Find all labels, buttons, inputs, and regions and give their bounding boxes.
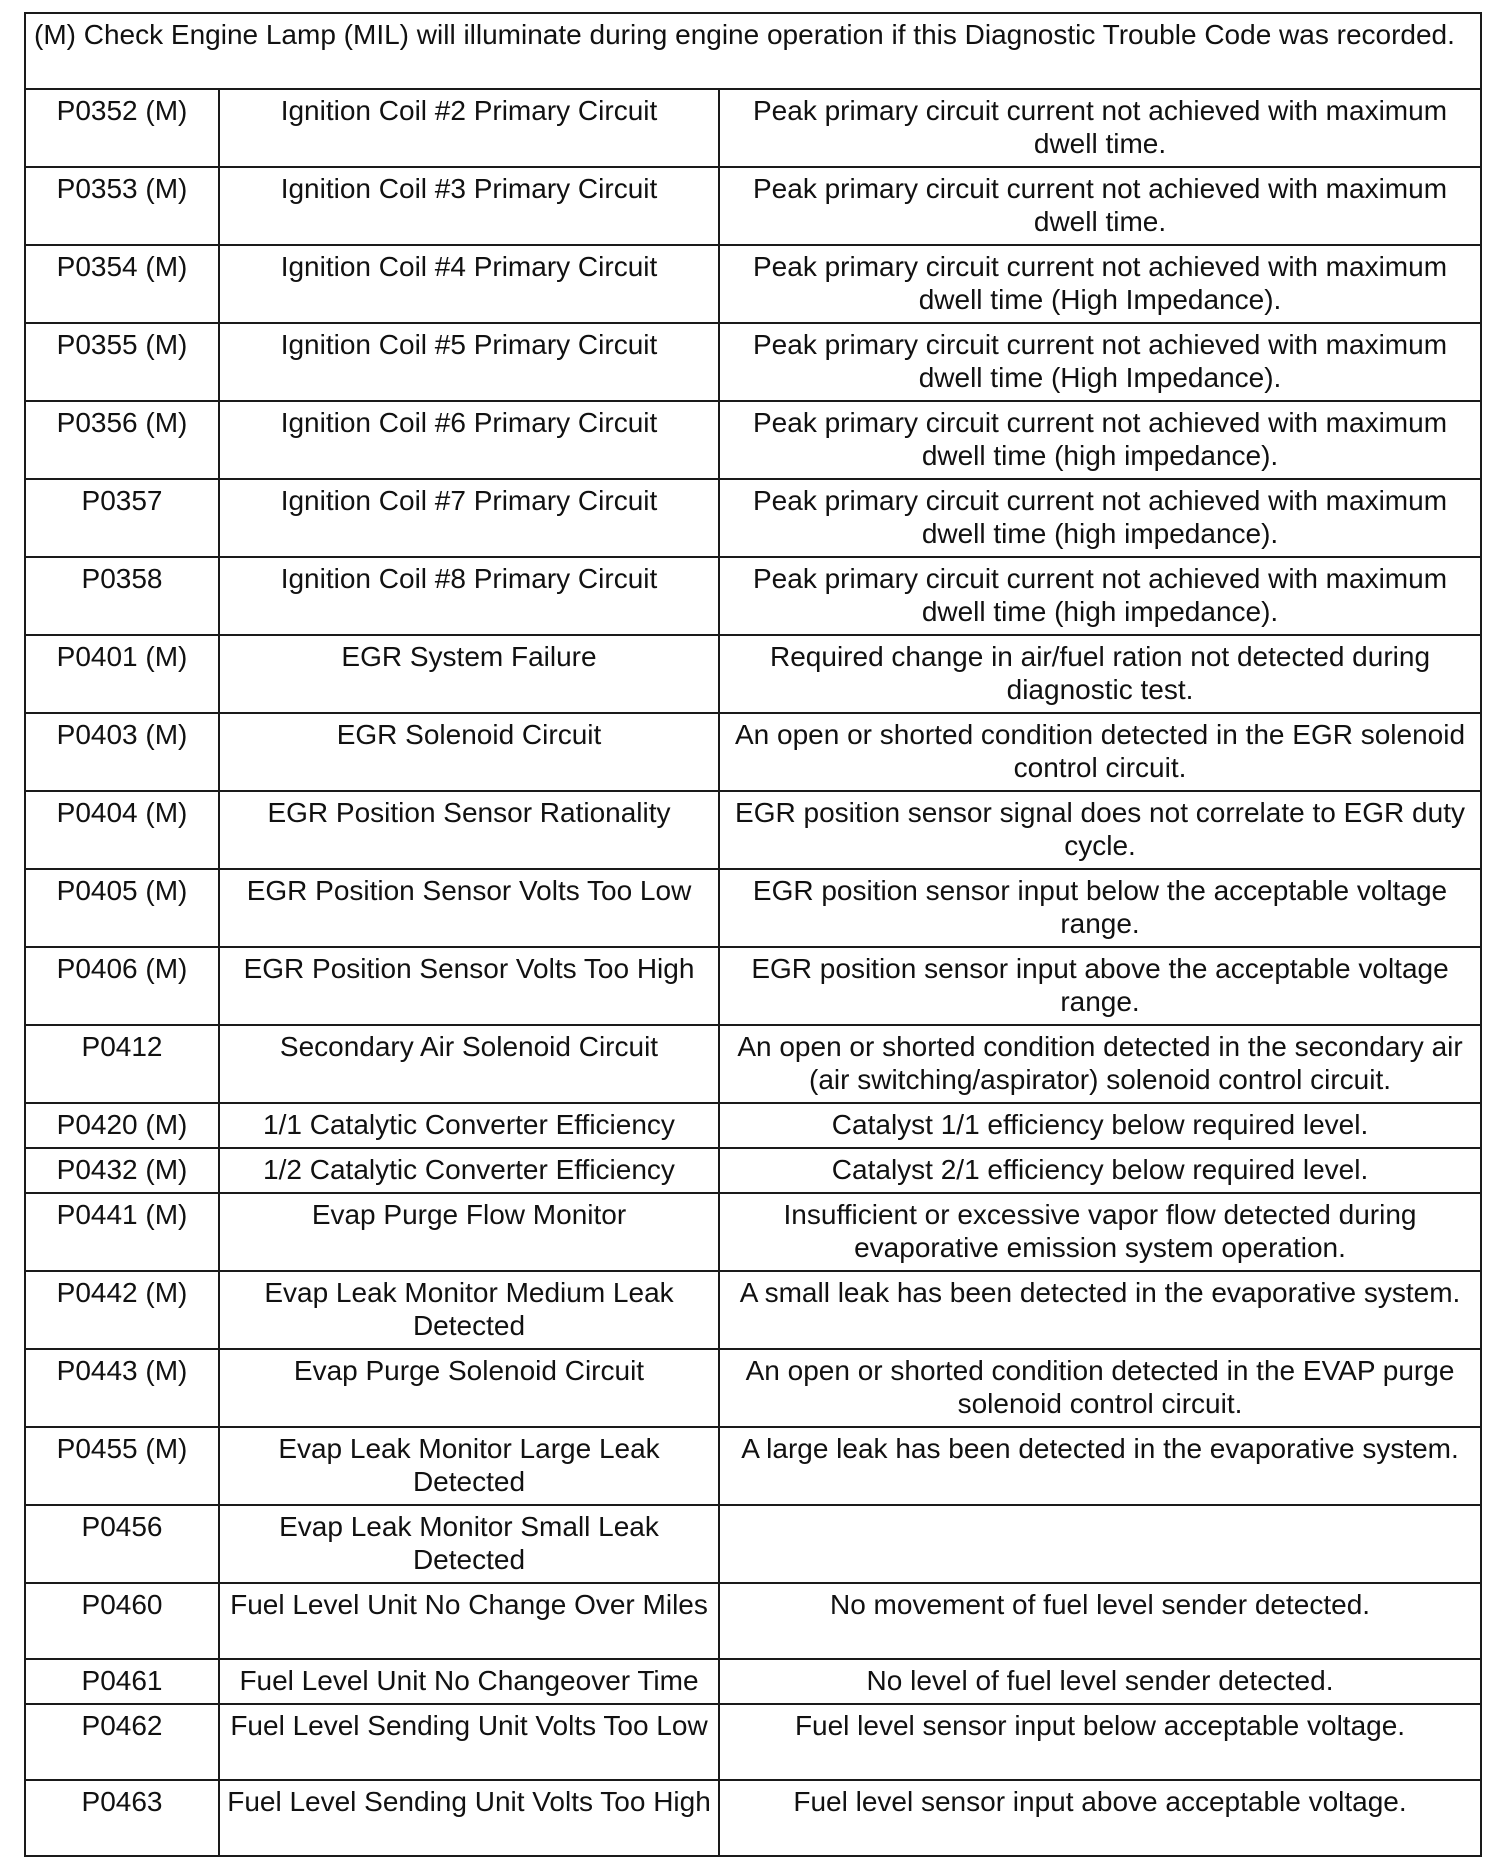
dtc-description: Peak primary circuit current not achieved with maximum dwell time (High Impedance). (719, 323, 1481, 401)
table-row (25, 635, 1481, 713)
dtc-name: 1/1 Catalytic Converter Efficiency (219, 1103, 719, 1148)
table-row (25, 1193, 1481, 1271)
dtc-description: EGR position sensor input above the acceptable voltage range. (719, 947, 1481, 1025)
dtc-name: Fuel Level Sending Unit Volts Too Low (219, 1704, 719, 1780)
dtc-description: Fuel level sensor input above acceptable voltage. (719, 1780, 1481, 1856)
dtc-description: An open or shorted condition detected in the secondary air (air switching/aspirator) solenoid control circuit. (719, 1025, 1481, 1103)
dtc-description: An open or shorted condition detected in the EGR solenoid control circuit. (719, 713, 1481, 791)
dtc-description: Peak primary circuit current not achieved with maximum dwell time (High Impedance). (719, 245, 1481, 323)
dtc-name: Secondary Air Solenoid Circuit (219, 1025, 719, 1103)
table-row (25, 791, 1481, 869)
table-row (25, 1659, 1481, 1704)
dtc-code: P0462 (25, 1704, 219, 1780)
dtc-name: EGR System Failure (219, 635, 719, 713)
table-row (25, 1025, 1481, 1103)
dtc-table (24, 12, 1482, 1857)
dtc-document (24, 12, 1480, 1857)
dtc-name: Evap Purge Solenoid Circuit (219, 1349, 719, 1427)
dtc-name: Evap Leak Monitor Small Leak Detected (219, 1505, 719, 1583)
dtc-name: Evap Leak Monitor Medium Leak Detected (219, 1271, 719, 1349)
dtc-description: Insufficient or excessive vapor flow detected during evaporative emission system operation. (719, 1193, 1481, 1271)
table-row (25, 1583, 1481, 1659)
dtc-code: P0463 (25, 1780, 219, 1856)
dtc-description: Peak primary circuit current not achieved with maximum dwell time (high impedance). (719, 479, 1481, 557)
table-row (25, 869, 1481, 947)
table-row (25, 323, 1481, 401)
dtc-code: P0356 (M) (25, 401, 219, 479)
dtc-code: P0420 (M) (25, 1103, 219, 1148)
dtc-code: P0358 (25, 557, 219, 635)
table-row (25, 713, 1481, 791)
dtc-name: 1/2 Catalytic Converter Efficiency (219, 1148, 719, 1193)
table-row (25, 1427, 1481, 1505)
dtc-description: A large leak has been detected in the evaporative system. (719, 1427, 1481, 1505)
dtc-name: Evap Purge Flow Monitor (219, 1193, 719, 1271)
dtc-code: P0401 (M) (25, 635, 219, 713)
table-row (25, 167, 1481, 245)
mil-note: (M) Check Engine Lamp (MIL) will illuminate during engine operation if this Diagnostic Trouble Code was recorded. (25, 13, 1481, 89)
dtc-code: P0352 (M) (25, 89, 219, 167)
dtc-code: P0460 (25, 1583, 219, 1659)
dtc-code: P0442 (M) (25, 1271, 219, 1349)
dtc-name: Ignition Coil #5 Primary Circuit (219, 323, 719, 401)
dtc-description: No level of fuel level sender detected. (719, 1659, 1481, 1704)
dtc-code: P0405 (M) (25, 869, 219, 947)
dtc-description: Required change in air/fuel ration not detected during diagnostic test. (719, 635, 1481, 713)
dtc-code: P0455 (M) (25, 1427, 219, 1505)
table-row (25, 557, 1481, 635)
mil-note-row (25, 13, 1481, 89)
table-row (25, 1780, 1481, 1856)
dtc-name: EGR Position Sensor Rationality (219, 791, 719, 869)
dtc-description: Catalyst 1/1 efficiency below required level. (719, 1103, 1481, 1148)
dtc-name: Ignition Coil #3 Primary Circuit (219, 167, 719, 245)
dtc-description: No movement of fuel level sender detected. (719, 1583, 1481, 1659)
table-row (25, 1148, 1481, 1193)
dtc-code: P0406 (M) (25, 947, 219, 1025)
dtc-description: An open or shorted condition detected in the EVAP purge solenoid control circuit. (719, 1349, 1481, 1427)
dtc-description: A small leak has been detected in the evaporative system. (719, 1271, 1481, 1349)
dtc-description (719, 1505, 1481, 1583)
dtc-code: P0404 (M) (25, 791, 219, 869)
dtc-name: Evap Leak Monitor Large Leak Detected (219, 1427, 719, 1505)
dtc-name: EGR Position Sensor Volts Too Low (219, 869, 719, 947)
dtc-code: P0461 (25, 1659, 219, 1704)
dtc-name: Ignition Coil #4 Primary Circuit (219, 245, 719, 323)
dtc-name: EGR Position Sensor Volts Too High (219, 947, 719, 1025)
dtc-name: Ignition Coil #8 Primary Circuit (219, 557, 719, 635)
dtc-description: Peak primary circuit current not achieved with maximum dwell time (high impedance). (719, 557, 1481, 635)
dtc-code: P0443 (M) (25, 1349, 219, 1427)
dtc-name: Ignition Coil #6 Primary Circuit (219, 401, 719, 479)
dtc-code: P0441 (M) (25, 1193, 219, 1271)
table-row (25, 401, 1481, 479)
dtc-description: EGR position sensor signal does not correlate to EGR duty cycle. (719, 791, 1481, 869)
dtc-name: Ignition Coil #2 Primary Circuit (219, 89, 719, 167)
table-row (25, 1103, 1481, 1148)
table-row (25, 1704, 1481, 1780)
dtc-code: P0353 (M) (25, 167, 219, 245)
dtc-description: Peak primary circuit current not achieved with maximum dwell time. (719, 89, 1481, 167)
dtc-description: Catalyst 2/1 efficiency below required level. (719, 1148, 1481, 1193)
table-row (25, 479, 1481, 557)
dtc-description: Fuel level sensor input below acceptable voltage. (719, 1704, 1481, 1780)
table-row (25, 1271, 1481, 1349)
dtc-description: Peak primary circuit current not achieved with maximum dwell time (high impedance). (719, 401, 1481, 479)
dtc-name: EGR Solenoid Circuit (219, 713, 719, 791)
table-row (25, 245, 1481, 323)
dtc-name: Fuel Level Sending Unit Volts Too High (219, 1780, 719, 1856)
dtc-name: Fuel Level Unit No Change Over Miles (219, 1583, 719, 1659)
dtc-code: P0412 (25, 1025, 219, 1103)
dtc-code: P0456 (25, 1505, 219, 1583)
dtc-name: Ignition Coil #7 Primary Circuit (219, 479, 719, 557)
dtc-description: EGR position sensor input below the acceptable voltage range. (719, 869, 1481, 947)
dtc-description: Peak primary circuit current not achieved with maximum dwell time. (719, 167, 1481, 245)
dtc-name: Fuel Level Unit No Changeover Time (219, 1659, 719, 1704)
table-row (25, 1349, 1481, 1427)
dtc-code: P0432 (M) (25, 1148, 219, 1193)
table-row (25, 89, 1481, 167)
dtc-code: P0403 (M) (25, 713, 219, 791)
dtc-code: P0354 (M) (25, 245, 219, 323)
table-row (25, 947, 1481, 1025)
dtc-code: P0357 (25, 479, 219, 557)
dtc-code: P0355 (M) (25, 323, 219, 401)
table-row (25, 1505, 1481, 1583)
